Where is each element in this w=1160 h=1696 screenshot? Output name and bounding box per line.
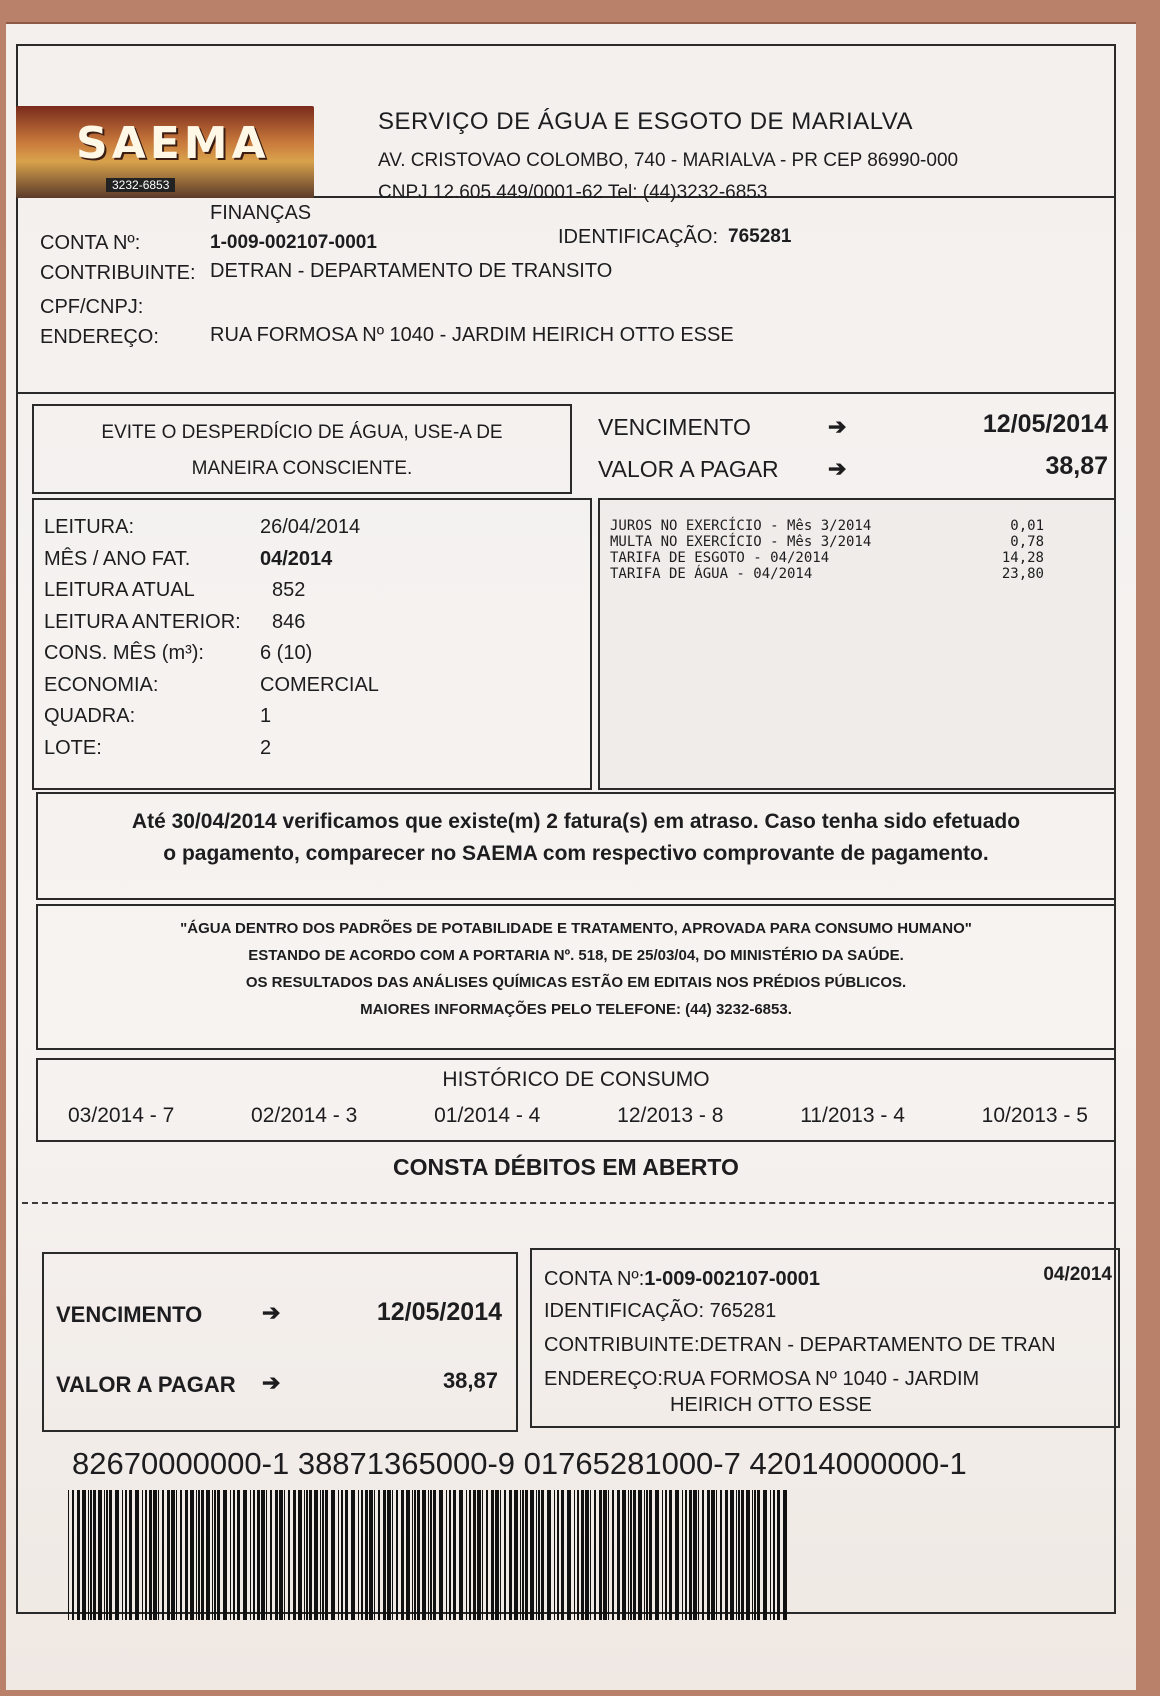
barcode-bar: [345, 1490, 348, 1620]
barcode-bar: [270, 1490, 272, 1620]
barcode-bar: [541, 1490, 544, 1620]
barcode-bar: [331, 1490, 335, 1620]
barcode-bar: [341, 1490, 343, 1620]
arrow-right-icon: ➔: [262, 1370, 281, 1395]
barcode-bar: [338, 1490, 339, 1620]
barcode-bar: [250, 1490, 251, 1620]
open-debts-notice: CONSTA DÉBITOS EM ABERTO: [393, 1154, 739, 1180]
barcode-bar: [536, 1490, 537, 1620]
reading-label: LOTE:: [44, 736, 102, 759]
overdue-notice: [36, 792, 1116, 900]
barcode-bar: [162, 1490, 164, 1620]
stub-amount-label: VALOR A PAGAR: [56, 1372, 236, 1397]
reading-label: ECONOMIA:: [44, 673, 159, 696]
barcode-digits: 82670000000-1 38871365000-9 01765281000-7 42014000000-1: [72, 1446, 967, 1481]
taxpayer-label: CONTRIBUINTE:: [40, 262, 196, 284]
barcode-bar: [233, 1490, 235, 1620]
charge-description: MULTA NO EXERCÍCIO - Mês 3/2014: [610, 534, 872, 550]
barcode-bar: [322, 1490, 324, 1620]
barcode-bar: [725, 1490, 728, 1620]
barcode-bar: [253, 1490, 255, 1620]
barcode-bar: [752, 1490, 753, 1620]
reading-value: 26/04/2014: [260, 516, 361, 538]
stub-taxpayer: CONTRIBUINTE:DETRAN - DEPARTAMENTO DE TRAN: [544, 1334, 1056, 1356]
barcode-bar: [201, 1490, 204, 1620]
barcode-bar: [754, 1490, 756, 1620]
barcode-bar: [288, 1490, 290, 1620]
barcode-bar: [649, 1490, 652, 1620]
reading-label: LEITURA ATUAL: [44, 579, 195, 601]
notice-line-1: EVITE O DESPERDÍCIO DE ÁGUA, USE-A DE: [101, 422, 503, 443]
section-label: FINANÇAS: [210, 202, 312, 224]
stub-account-label: CONTA Nº:: [544, 1268, 645, 1290]
barcode-bar: [500, 1490, 501, 1620]
barcode-bar: [557, 1490, 559, 1620]
barcode-bar: [514, 1490, 518, 1620]
barcode-bar: [741, 1490, 744, 1620]
bill-header: [18, 46, 1114, 203]
barcode-bar: [590, 1490, 591, 1620]
barcode-bar: [212, 1490, 213, 1620]
stub-due-box: [42, 1252, 518, 1432]
barcode-bar: [469, 1490, 471, 1620]
arrow-right-icon: ➔: [262, 1300, 281, 1325]
charge-description: TARIFA DE ESGOTO - 04/2014: [610, 550, 830, 566]
account-label: CONTA Nº:: [40, 232, 141, 254]
barcode-bar: [644, 1490, 645, 1620]
meter-reading-panel: [32, 498, 592, 790]
barcode-bar: [466, 1490, 467, 1620]
identification-number: 765281: [728, 226, 792, 247]
address-label: ENDEREÇO:: [40, 326, 159, 348]
barcode-bar: [633, 1490, 636, 1620]
barcode-bar: [486, 1490, 488, 1620]
address-value: RUA FORMOSA Nº 1040 - JARDIM HEIRICH OTTO ESSE: [210, 324, 734, 346]
due-date-label: VENCIMENTO: [598, 414, 751, 440]
barcode-bar: [509, 1490, 512, 1620]
stub-address-line-1: ENDEREÇO:RUA FORMOSA Nº 1040 - JARDIM: [544, 1368, 980, 1390]
reading-label: MÊS / ANO FAT.: [44, 547, 191, 570]
barcode-bar: [412, 1490, 413, 1620]
barcode-bar: [520, 1490, 521, 1620]
reading-value: 2: [260, 736, 272, 759]
barcode-bar: [628, 1490, 629, 1620]
barcode-bar: [477, 1490, 481, 1620]
barcode-bar: [351, 1490, 355, 1620]
barcode-bar: [98, 1490, 102, 1620]
logo-text: SAEMA: [76, 118, 270, 169]
charges-panel: [598, 498, 1116, 790]
stub-account-box: [530, 1248, 1120, 1428]
barcode-bar: [439, 1490, 443, 1620]
barcode-bar: [374, 1490, 375, 1620]
barcode-bar: [396, 1490, 398, 1620]
barcode-bar: [171, 1490, 175, 1620]
barcode-bar: [365, 1490, 368, 1620]
barcode-bar: [522, 1490, 524, 1620]
barcode-bar: [190, 1490, 194, 1620]
history-item: 12/2013 - 8: [617, 1104, 724, 1127]
barcode-bar: [122, 1490, 123, 1620]
barcode-bar: [669, 1490, 672, 1620]
barcode-bar: [387, 1490, 391, 1620]
barcode-bar: [392, 1490, 393, 1620]
barcode-bar: [504, 1490, 506, 1620]
barcode-bar: [230, 1490, 231, 1620]
barcode-bar: [361, 1490, 363, 1620]
barcode-image: [68, 1490, 788, 1620]
quality-line-1: "ÁGUA DENTRO DOS PADRÕES DE POTABILIDADE E TRATAMENTO, APROVADA PARA CONSUMO HUMANO": [180, 920, 972, 937]
barcode-bar: [738, 1490, 740, 1620]
stub-account: [544, 1268, 820, 1291]
barcode-bar: [314, 1490, 318, 1620]
barcode-bar: [716, 1490, 717, 1620]
barcode-bar: [655, 1490, 659, 1620]
barcode-bar: [217, 1490, 220, 1620]
barcode-bar: [266, 1490, 267, 1620]
barcode-bar: [358, 1490, 359, 1620]
barcode-bar: [106, 1490, 108, 1620]
barcode-bar: [773, 1490, 775, 1620]
stub-due-date-label: VENCIMENTO: [56, 1302, 203, 1327]
reading-value: 1: [260, 705, 272, 727]
barcode-bar: [730, 1490, 734, 1620]
history-item: 01/2014 - 4: [434, 1104, 541, 1127]
barcode-bar: [142, 1490, 143, 1620]
barcode-bar: [90, 1490, 92, 1620]
barcode-bar: [594, 1490, 596, 1620]
barcode-bar: [538, 1490, 540, 1620]
barcode-bar: [243, 1490, 247, 1620]
barcode-bar: [93, 1490, 96, 1620]
stub-amount-value: 38,87: [442, 1368, 498, 1393]
barcode-bar: [736, 1490, 737, 1620]
barcode-bar: [82, 1490, 86, 1620]
stub-due-date-value: 12/05/2014: [376, 1298, 502, 1326]
water-quality-notice: [36, 904, 1116, 1050]
barcode-bar: [554, 1490, 555, 1620]
barcode-bar: [630, 1490, 632, 1620]
barcode-bar: [459, 1490, 463, 1620]
barcode-bar: [422, 1490, 426, 1620]
barcode-bar: [383, 1490, 386, 1620]
barcode-bar: [482, 1490, 483, 1620]
barcode-bar: [567, 1490, 571, 1620]
barcode-bar: [145, 1490, 147, 1620]
stub-period: 04/2014: [1043, 1264, 1112, 1285]
stub-identification: IDENTIFICAÇÃO: 765281: [544, 1300, 777, 1322]
charge-description: TARIFA DE ÁGUA - 04/2014: [610, 566, 813, 582]
barcode-bar: [622, 1490, 626, 1620]
company-cnpj-phone: CNPJ 12.605.449/0001-62 Tel: (44)3232-6853: [378, 182, 768, 203]
barcode-bar: [414, 1490, 416, 1620]
barcode-bar: [293, 1490, 296, 1620]
reading-label: LEITURA ANTERIOR:: [44, 610, 241, 633]
reading-value: 04/2014: [260, 547, 333, 570]
reading-label: LEITURA:: [44, 516, 135, 538]
barcode-bar: [180, 1490, 182, 1620]
barcode-bar: [401, 1490, 404, 1620]
barcode-bar: [115, 1490, 119, 1620]
overdue-line-1: Até 30/04/2014 verificamos que existe(m) 2 fatura(s) em atraso. Caso tenha sido efetuado: [131, 810, 1021, 833]
company-name: SERVIÇO DE ÁGUA E ESGOTO DE MARIALVA: [378, 108, 914, 135]
barcode-bar: [135, 1490, 139, 1620]
barcode-bar: [682, 1490, 683, 1620]
water-saving-notice: [32, 404, 572, 494]
barcode-bar: [449, 1490, 451, 1620]
barcode-bar: [685, 1490, 687, 1620]
barcode-bar: [158, 1490, 159, 1620]
logo-phone: 3232-6853: [106, 178, 175, 192]
barcode-bar: [711, 1490, 715, 1620]
barcode-bar: [574, 1490, 575, 1620]
barcode-bar: [309, 1490, 312, 1620]
taxpayer-name: DETRAN - DEPARTAMENTO DE TRANSITO: [210, 260, 613, 282]
quality-line-4: MAIORES INFORMAÇÕES PELO TELEFONE: (44) 3232-6853.: [360, 1001, 792, 1018]
barcode-bar: [603, 1490, 607, 1620]
barcode-bar: [279, 1490, 283, 1620]
barcode-bar: [757, 1490, 760, 1620]
saema-logo: [16, 106, 314, 198]
barcode-bar: [284, 1490, 285, 1620]
barcode-bar: [783, 1490, 787, 1620]
barcode-bar: [693, 1490, 697, 1620]
stub-address-line-2: HEIRICH OTTO ESSE: [670, 1394, 872, 1416]
barcode-bar: [612, 1490, 614, 1620]
barcode-bar: [149, 1490, 152, 1620]
reading-label: QUADRA:: [44, 705, 136, 727]
barcode-bar: [446, 1490, 447, 1620]
barcode-bar: [298, 1490, 302, 1620]
barcode-bar: [763, 1490, 767, 1620]
charge-value: 14,28: [1001, 550, 1044, 566]
barcode-bar: [198, 1490, 200, 1620]
barcode-bar: [261, 1490, 265, 1620]
barcode-bar: [167, 1490, 170, 1620]
amount-due-label: VALOR A PAGAR: [598, 456, 779, 482]
barcode-bar: [662, 1490, 663, 1620]
barcode-bar: [547, 1490, 551, 1620]
bill-sheet: [6, 22, 1136, 1690]
barcode-bar: [320, 1490, 321, 1620]
arrow-right-icon: ➔: [828, 414, 847, 439]
barcode-bar: [125, 1490, 127, 1620]
barcode-bar: [608, 1490, 609, 1620]
charge-value: 23,80: [1001, 566, 1044, 582]
barcode-bar: [581, 1490, 584, 1620]
barcode-bar: [433, 1490, 436, 1620]
barcode-bar: [237, 1490, 240, 1620]
reading-value: 6 (10): [260, 642, 313, 664]
barcode-bar: [720, 1490, 722, 1620]
barcode-bar: [129, 1490, 132, 1620]
barcode-bar: [599, 1490, 602, 1620]
reading-value: 846: [272, 610, 306, 633]
barcode-bar: [77, 1490, 80, 1620]
barcode-bar: [577, 1490, 579, 1620]
history-item: 11/2013 - 4: [800, 1104, 905, 1127]
barcode-bar: [665, 1490, 667, 1620]
tear-line: [22, 1202, 1114, 1204]
barcode-bar: [257, 1490, 260, 1620]
account-number: 1-009-002107-0001: [210, 232, 377, 253]
barcode-bar: [109, 1490, 112, 1620]
charge-value: 0,78: [1010, 534, 1044, 550]
reading-label: CONS. MÊS (m³):: [44, 642, 204, 664]
barcode-bar: [675, 1490, 679, 1620]
charge-value: 0,01: [1010, 518, 1044, 534]
barcode-bar: [378, 1490, 380, 1620]
overdue-line-2: o pagamento, comparecer no SAEMA com respectivo comprovante de pagamento.: [163, 842, 989, 865]
history-item: 03/2014 - 7: [68, 1104, 175, 1127]
barcode-bar: [104, 1490, 105, 1620]
reading-value: 852: [272, 579, 306, 601]
barcode-bar: [304, 1490, 305, 1620]
barcode-bar: [491, 1490, 494, 1620]
consumption-history: [36, 1058, 1116, 1142]
barcode-bar: [746, 1490, 750, 1620]
identification-label: IDENTIFICAÇÃO:: [558, 226, 719, 248]
barcode-bar: [88, 1490, 89, 1620]
amount-due-value: 38,87: [1045, 452, 1108, 480]
barcode-bar: [530, 1490, 534, 1620]
barcode-bar: [72, 1490, 74, 1620]
history-title: HISTÓRICO DE CONSUMO: [442, 1068, 710, 1091]
barcode-bar: [617, 1490, 620, 1620]
stub-account-number: 1-009-002107-0001: [644, 1268, 820, 1290]
barcode-bar: [561, 1490, 564, 1620]
due-summary: [574, 396, 1114, 492]
barcode-bar: [646, 1490, 648, 1620]
barcode-bar: [306, 1490, 308, 1620]
barcode-bar: [473, 1490, 476, 1620]
barcode-bar: [689, 1490, 692, 1620]
quality-line-2: ESTANDO DE ACORDO COM A PORTARIA Nº. 518, DE 25/03/04, DO MINISTÉRIO DA SAÚDE.: [248, 947, 904, 964]
barcode-bar: [206, 1490, 210, 1620]
barcode-bar: [176, 1490, 177, 1620]
barcode-bar: [585, 1490, 589, 1620]
barcode-bar: [417, 1490, 420, 1620]
quality-line-3: OS RESULTADOS DAS ANÁLISES QUÍMICAS ESTÃO EM EDITAIS NOS PRÉDIOS PÚBLICOS.: [245, 974, 907, 991]
barcode-bar: [430, 1490, 432, 1620]
cpf-cnpj-label: CPF/CNPJ:: [40, 296, 144, 318]
barcode-bar: [770, 1490, 771, 1620]
barcode-bar: [777, 1490, 780, 1620]
barcode-bar: [325, 1490, 328, 1620]
barcode-bar: [702, 1490, 704, 1620]
barcode-bar: [153, 1490, 157, 1620]
due-date-value: 12/05/2014: [982, 410, 1108, 438]
company-address: AV. CRISTOVAO COLOMBO, 740 - MARIALVA - PR CEP 86990-000: [378, 150, 959, 171]
barcode-bar: [698, 1490, 699, 1620]
barcode-bar: [428, 1490, 429, 1620]
barcode-bar: [406, 1490, 410, 1620]
barcode-bar: [185, 1490, 188, 1620]
charge-description: JUROS NO EXERCÍCIO - Mês 3/2014: [610, 518, 872, 534]
history-item: 10/2013 - 5: [981, 1104, 1088, 1127]
customer-info: [18, 200, 1114, 394]
barcode-bar: [453, 1490, 456, 1620]
barcode-bar: [214, 1490, 216, 1620]
arrow-right-icon: ➔: [828, 456, 847, 481]
barcode-bar: [369, 1490, 373, 1620]
notice-line-2: MANEIRA CONSCIENTE.: [191, 458, 413, 479]
barcode-bar: [68, 1490, 69, 1620]
barcode-bar: [525, 1490, 528, 1620]
reading-value: COMERCIAL: [260, 673, 379, 696]
barcode-bar: [495, 1490, 499, 1620]
barcode-bar: [275, 1490, 278, 1620]
barcode-bar: [638, 1490, 642, 1620]
barcode-bar: [707, 1490, 710, 1620]
history-item: 02/2014 - 3: [251, 1104, 358, 1127]
barcode-bar: [223, 1490, 227, 1620]
barcode-bar: [196, 1490, 197, 1620]
